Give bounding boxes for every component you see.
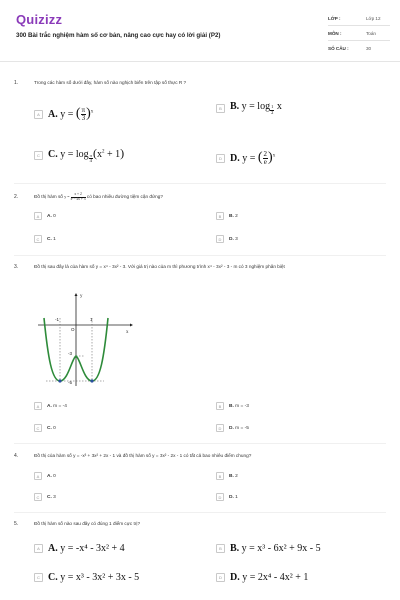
y-axis-label: y — [80, 294, 83, 299]
option-letter-box: A — [34, 544, 43, 553]
option-letter-box: B — [216, 212, 224, 220]
meta-class-value: Lớp 12 — [366, 16, 381, 21]
option-expression: C. 3 — [47, 494, 56, 500]
tick-label: 1 — [90, 317, 93, 322]
option-1c[interactable] — [34, 146, 125, 164]
document-header — [0, 0, 400, 62]
option-expression: B. y = log $_{\frac{1}{2}}$ x — [230, 100, 282, 115]
option-expression: C. y = log $_{\frac{\pi}{4}}$ $(x^2 + 1)$ — [48, 146, 125, 164]
option-expression: D. 3 — [229, 236, 238, 242]
minimum-point — [90, 379, 93, 382]
option-expression: A. y = -x⁴ - 3x² + 4 — [48, 542, 125, 554]
option-1b[interactable] — [216, 100, 282, 115]
question-number: 3. — [14, 264, 19, 270]
option-letter-box: A — [34, 110, 43, 119]
option-4a[interactable] — [34, 471, 56, 481]
option-letter-box: C — [34, 573, 43, 582]
question-text: Đồ thị sau đây là của hàm số y = x⁴ - 3x² - 3. Với giá trị nào của m thì phương trình x⁴ - 3x² - 3 - m có 3 nghiệm phân biệt — [34, 264, 285, 269]
option-3a[interactable] — [34, 401, 67, 411]
option-5b[interactable] — [216, 543, 321, 553]
option-2d[interactable] — [216, 234, 238, 244]
minimum-point — [58, 379, 61, 382]
option-expression: B. y = x³ - 6x² + 9x - 5 — [230, 542, 321, 554]
question-text: Đồ thị hàm số nào sau đây có đúng 1 điểm cực trị? — [34, 521, 141, 526]
option-3c[interactable] — [34, 423, 56, 433]
option-5d[interactable] — [216, 572, 308, 582]
option-letter-box: A — [34, 472, 42, 480]
question-separator — [14, 183, 386, 184]
option-expression: B. 2 — [229, 213, 238, 219]
meta-subject-value: Toán — [366, 31, 376, 36]
option-expression: C. y = x³ - 3x² + 3x - 5 — [48, 571, 140, 583]
option-2a[interactable] — [34, 211, 56, 221]
question-separator — [14, 443, 386, 444]
question-text: Đồ thị của hàm số y = -x³ + 3x² + 2x - 1 và đồ thị hàm số y = 3x² - 2x - 1 có tất cả bao nhiêu điểm chung? — [34, 453, 252, 458]
tick-label: -1 — [55, 317, 60, 322]
option-letter-box: C — [34, 493, 42, 501]
meta-count-value: 30 — [366, 46, 372, 51]
option-5a[interactable] — [34, 543, 125, 553]
option-letter-box: D — [216, 424, 224, 432]
question-number: 2. — [14, 194, 19, 200]
option-letter-box: D — [216, 493, 224, 501]
tick-label: -3 — [68, 351, 73, 356]
question-formula: y = $\frac{x + 2}{\text{x² - 4x + 3}}$ — [64, 192, 86, 201]
option-expression: C. 1 — [47, 236, 56, 242]
meta-divider — [328, 25, 390, 26]
option-2c[interactable] — [34, 234, 56, 244]
origin-label: O — [71, 327, 75, 332]
option-letter-box: D — [216, 154, 225, 163]
document-title: 300 Bài trắc nghiệm hàm số cơ bản, nâng cao cực hay có lời giải (P2) — [16, 32, 221, 39]
option-3d[interactable] — [216, 423, 249, 433]
option-4c[interactable] — [34, 492, 56, 502]
option-letter-box: B — [216, 544, 225, 553]
option-4d[interactable] — [216, 492, 238, 502]
option-letter-box: D — [216, 235, 224, 243]
option-expression: D. m = -5 — [229, 425, 249, 431]
option-letter-box: A — [34, 212, 42, 220]
option-expression: A. 0 — [47, 213, 56, 219]
option-3b[interactable] — [216, 401, 249, 411]
meta-divider — [328, 40, 390, 41]
x-axis-label: x — [126, 330, 129, 335]
option-letter-box: C — [34, 424, 42, 432]
option-5c[interactable] — [34, 572, 139, 582]
option-expression: D. y = ( $\frac{2}{e}$ )$^x$ — [230, 149, 276, 167]
option-letter-box: C — [34, 235, 42, 243]
option-1d[interactable] — [216, 149, 276, 167]
question-number: 5. — [14, 521, 19, 527]
question-text — [34, 193, 384, 201]
option-letter-box: C — [34, 151, 43, 160]
option-1a[interactable] — [34, 105, 94, 123]
option-letter-box: A — [34, 402, 42, 410]
question-text-after: có bao nhiêu đường tiệm cận đứng? — [86, 194, 163, 200]
option-letter-box: B — [216, 402, 224, 410]
option-expression: D. y = 2x⁴ - 4x² + 1 — [230, 571, 309, 583]
tick-label: -5 — [68, 380, 73, 385]
option-expression: B. 2 — [229, 473, 238, 479]
option-letter-box: B — [216, 104, 225, 113]
function-graph — [34, 288, 138, 390]
meta-class-key: LỚP : — [328, 16, 341, 21]
x-axis-arrow — [130, 324, 133, 327]
meta-count-key: SỐ CÂU : — [328, 46, 349, 51]
option-expression: C. 0 — [47, 425, 56, 431]
option-letter-box: D — [216, 573, 225, 582]
question-separator — [14, 512, 386, 513]
question-separator — [14, 255, 386, 256]
option-expression: D. 1 — [229, 494, 238, 500]
option-letter-box: B — [216, 472, 224, 480]
option-expression: A. 0 — [47, 473, 56, 479]
option-4b[interactable] — [216, 471, 238, 481]
meta-subject-key: MÔN : — [328, 31, 342, 36]
question-text: Trong các hàm số dưới đây, hàm số nào nghịch biến trên tập số thực R ? — [34, 80, 187, 85]
question-number: 1. — [14, 80, 19, 86]
question-number: 4. — [14, 453, 19, 459]
quizizz-logo: Quizizz — [16, 12, 63, 27]
option-expression: A. m = -4 — [47, 403, 67, 409]
option-2b[interactable] — [216, 211, 238, 221]
question-text-before: Đồ thị hàm số — [34, 194, 63, 200]
y-axis-arrow — [75, 293, 78, 296]
option-expression: A. y = ( $\frac{\pi}{3}$ )$^x$ — [48, 105, 94, 123]
option-expression: B. m = -3 — [229, 403, 249, 409]
